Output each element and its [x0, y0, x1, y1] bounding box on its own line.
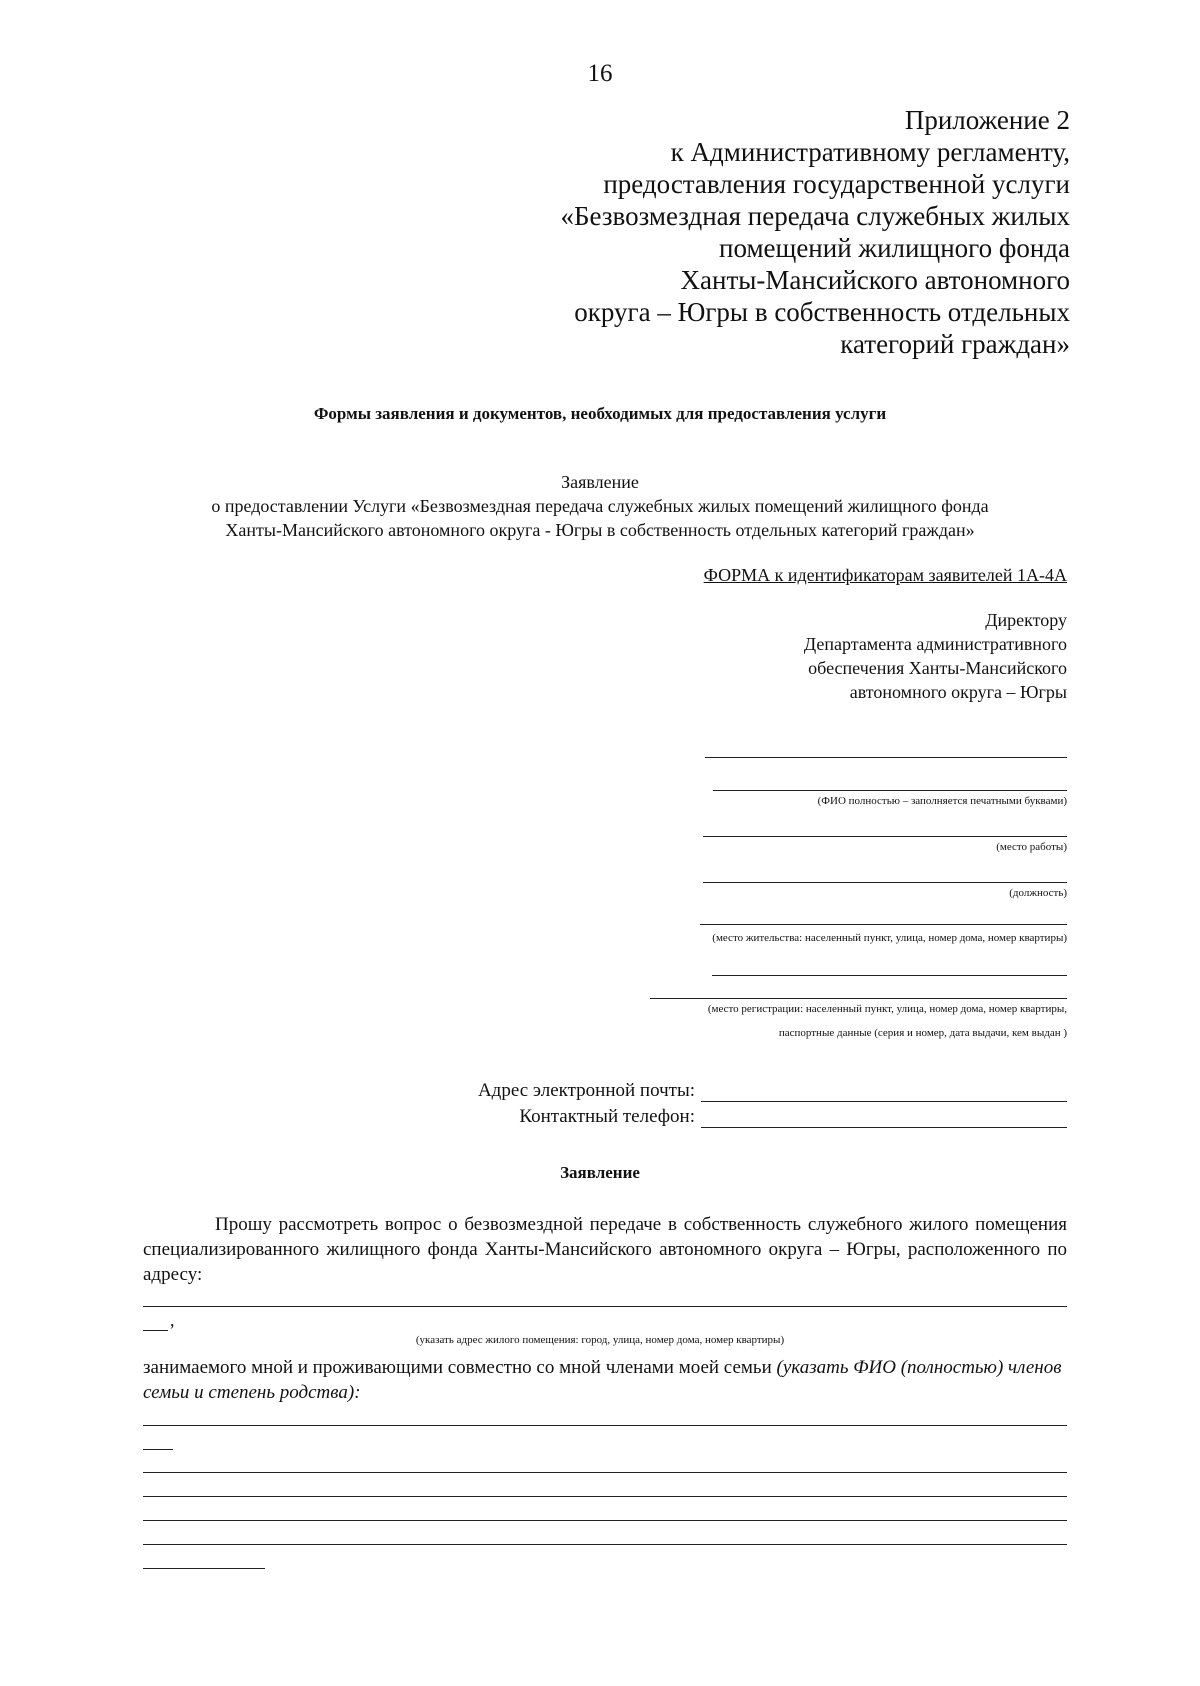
statement-header-title: Заявление [561, 472, 639, 492]
fio-line-1[interactable] [705, 757, 1067, 758]
addressee-line: обеспечения Ханты-Мансийского [808, 658, 1067, 678]
statement-header [150, 470, 1050, 542]
phone-row [519, 1106, 1067, 1128]
appendix-line: предоставления государственной услуги [603, 169, 1070, 199]
appendix-heading [370, 104, 1070, 360]
fio-caption: (ФИО полностью – заполняется печатными буквами) [817, 795, 1067, 807]
email-row [478, 1080, 1067, 1102]
statement-header-line: Ханты-Мансийского автономного округа - Югры в собственность отдельных категорий граждан» [225, 520, 975, 540]
passport-caption: паспортные данные (серия и номер, дата выдачи, кем выдан ) [778, 1027, 1067, 1039]
addressee-line: автономного округа – Югры [849, 682, 1067, 702]
residence-line[interactable] [700, 924, 1067, 925]
registration-caption: (место регистрации: населенный пункт, улица, номер дома, номер квартиры, [707, 1003, 1067, 1015]
family-line-1[interactable] [143, 1425, 1067, 1426]
appendix-line: категорий граждан» [840, 329, 1070, 359]
family-line-1-tail[interactable] [143, 1449, 173, 1450]
address-caption: (указать адрес жилого помещения: город, улица, номер дома, номер квартиры) [415, 1334, 785, 1346]
family-line-4[interactable] [143, 1520, 1067, 1521]
workplace-caption: (место работы) [996, 841, 1067, 853]
page-number: 16 [587, 60, 613, 87]
appendix-line: к Административному регламенту, [670, 137, 1070, 167]
address-line-tail[interactable] [143, 1330, 168, 1331]
position-caption: (должность) [1009, 887, 1067, 899]
family-line-6[interactable] [143, 1568, 265, 1569]
phone-field[interactable] [701, 1107, 1067, 1128]
addressee-line: Директору [985, 610, 1067, 630]
residence-caption: (место жительства: населенный пункт, улица, номер дома, номер квартиры) [712, 932, 1067, 944]
fio-line-2[interactable] [713, 790, 1067, 791]
appendix-line: помещений жилищного фонда [719, 233, 1070, 263]
family-text: занимаемого мной и проживающими совместно со мной членами моей семьи [143, 1357, 777, 1378]
phone-label: Контактный телефон: [519, 1106, 695, 1127]
appendix-line: округа – Югры в собственность отдельных [574, 297, 1070, 327]
addressee-line: Департамента административного [803, 634, 1067, 654]
statement-body [143, 1212, 1067, 1287]
family-line-3[interactable] [143, 1496, 1067, 1497]
family-line-2[interactable] [143, 1472, 1067, 1473]
email-label: Адрес электронной почты: [477, 1080, 695, 1101]
statement-body-text: Прошу рассмотреть вопрос о безвозмездной передаче в собственность служебного жилого помещения специализированного жилищного фонда Ханты-Мансийского автономного округа – Югры, расположенного по адресу: [143, 1214, 1067, 1285]
statement-title: Заявление [560, 1163, 640, 1182]
address-line[interactable] [143, 1306, 1067, 1307]
position-line[interactable] [703, 882, 1067, 883]
appendix-line: Приложение 2 [904, 105, 1070, 135]
family-line-5[interactable] [143, 1544, 1067, 1545]
workplace-line[interactable] [703, 836, 1067, 837]
form-identifier: ФОРМА к идентификаторам заявителей 1А-4А [703, 565, 1067, 585]
address-comma: , [170, 1310, 175, 1330]
appendix-line: Ханты-Мансийского автономного [680, 265, 1070, 295]
appendix-line: «Безвозмездная передача служебных жилых [560, 201, 1070, 231]
registration-line-1[interactable] [712, 975, 1067, 976]
registration-line-2[interactable] [650, 998, 1067, 999]
addressee-block [617, 608, 1067, 704]
forms-title: Формы заявления и документов, необходимых для предоставления услуги [313, 404, 887, 423]
email-field[interactable] [701, 1081, 1067, 1102]
statement-header-line: о предоставлении Услуги «Безвозмездная передача служебных жилых помещений жилищного фонда [211, 496, 989, 516]
family-paragraph [143, 1355, 1067, 1405]
family-instruction: (указать ФИО (полностью) членов семьи и степень родства): [143, 1357, 1062, 1403]
